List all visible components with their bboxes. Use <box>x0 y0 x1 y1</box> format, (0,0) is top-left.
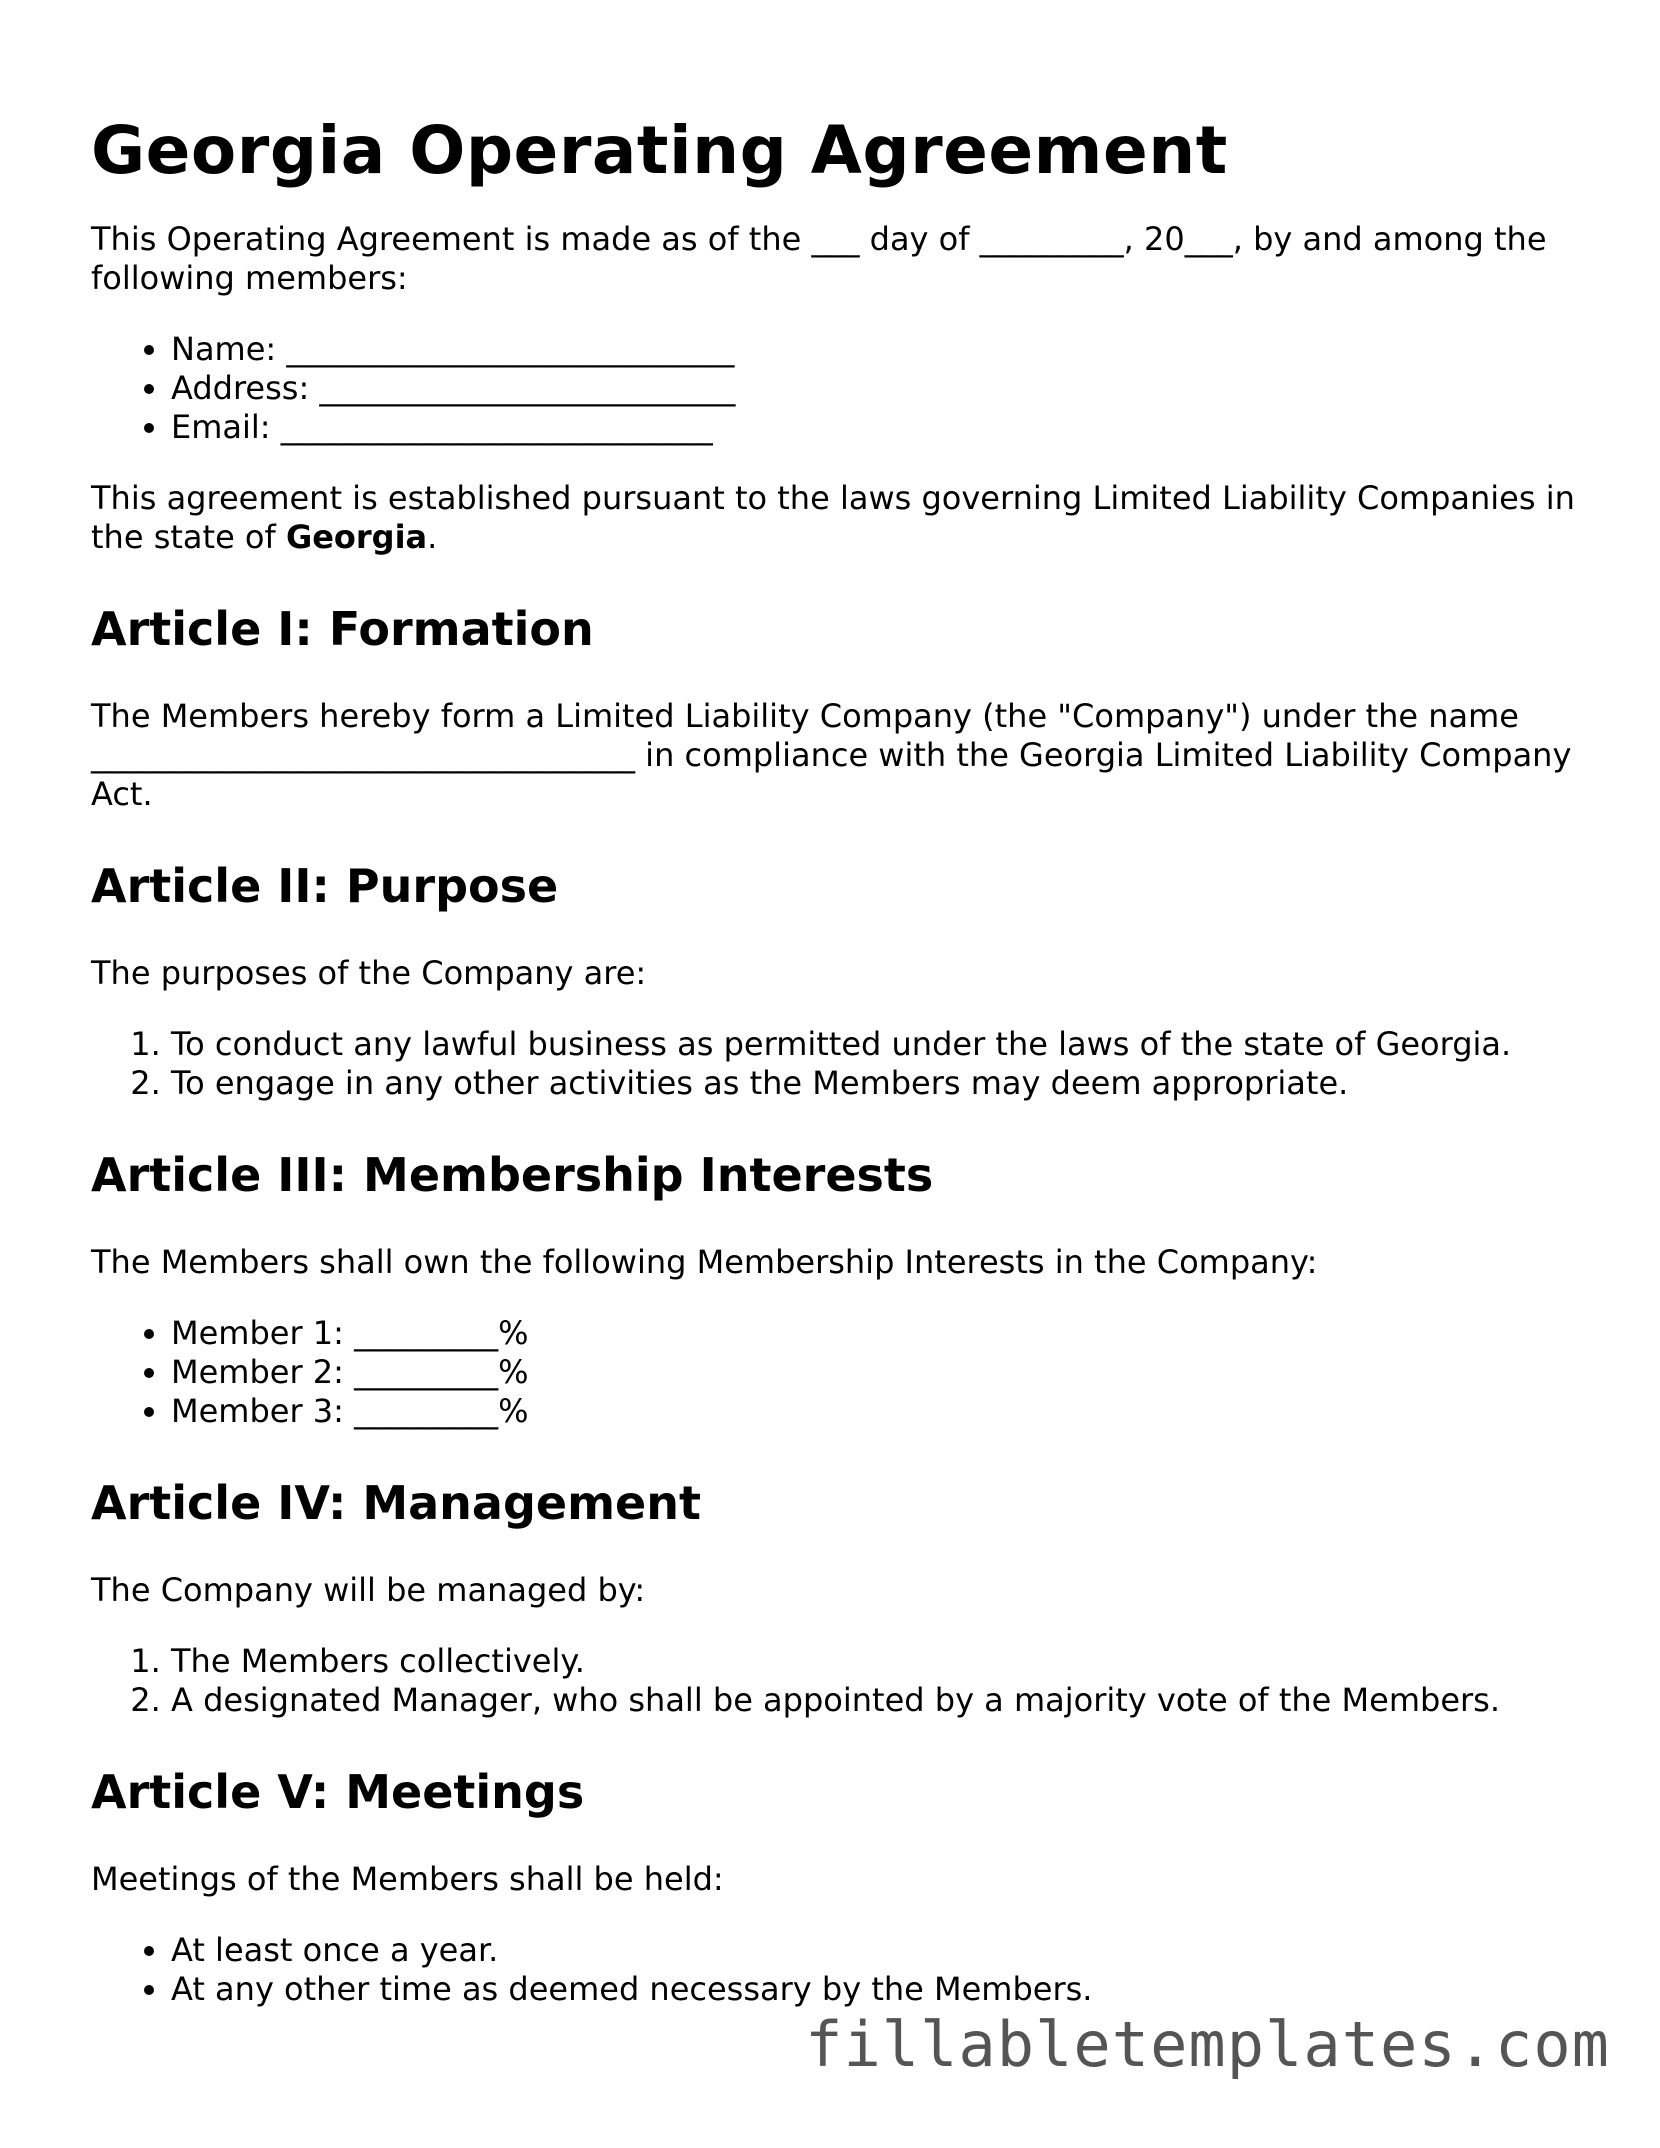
article-5-heading: Article V: Meetings <box>91 1765 585 1819</box>
governing-law-paragraph <box>91 479 1591 557</box>
member-1-interest: • Member 1: _________% <box>171 1314 1591 1353</box>
page-title: Georgia Operating Agreement <box>91 112 1228 189</box>
purpose-list <box>91 1025 1591 1103</box>
governing-law-text: This agreement is established pursuant to the laws governing Limited Liability Companies in the state of <box>91 479 1575 556</box>
article-3-heading: Article III: Membership Interests <box>91 1148 934 1202</box>
watermark: fillabletemplates.com <box>805 2008 1610 2081</box>
article-2-intro: The purposes of the Company are: <box>91 954 647 992</box>
member-2-interest: • Member 2: _________% <box>171 1353 1591 1392</box>
governing-state: Georgia <box>285 518 428 556</box>
intro-paragraph: This Operating Agreement is made as of the ___ day of _________, 20___, by and among the following members: <box>91 220 1547 297</box>
article-1-paragraph <box>91 697 1591 814</box>
member-fields-list <box>91 330 1591 447</box>
member-email-field: • Email: ___________________________ <box>171 408 1591 447</box>
management-item: 2. A designated Manager, who shall be appointed by a majority vote of the Members. <box>171 1681 1591 1720</box>
meeting-item: • At least once a year. <box>171 1931 1591 1970</box>
purpose-item: 1. To conduct any lawful business as permitted under the laws of the state of Georgia. <box>171 1025 1591 1064</box>
article-2-heading: Article II: Purpose <box>91 859 559 913</box>
article-1-text-a: The Members hereby form a Limited Liability Company (the "Company") under the name <box>91 697 1519 735</box>
article-5-intro: Meetings of the Members shall be held: <box>91 1860 724 1898</box>
company-name-blank: __________________________________ <box>91 736 635 774</box>
purpose-item: 2. To engage in any other activities as the Members may deem appropriate. <box>171 1064 1591 1103</box>
meetings-list <box>91 1931 1591 2009</box>
member-name-field: • Name: ____________________________ <box>171 330 1591 369</box>
membership-interests-list <box>91 1314 1591 1431</box>
article-4-intro: The Company will be managed by: <box>91 1571 646 1609</box>
management-list <box>91 1642 1591 1720</box>
document-page <box>91 110 1591 2041</box>
article-4-heading: Article IV: Management <box>91 1476 701 1530</box>
member-address-field: • Address: __________________________ <box>171 369 1591 408</box>
meeting-item: • At any other time as deemed necessary by the Members. <box>171 1970 1591 2009</box>
article-3-intro: The Members shall own the following Membership Interests in the Company: <box>91 1243 1318 1281</box>
management-item: 1. The Members collectively. <box>171 1642 1591 1681</box>
article-1-heading: Article I: Formation <box>91 602 594 656</box>
article-1-text-b: in compliance with the Georgia Limited Liability Company Act. <box>91 736 1572 813</box>
member-3-interest: • Member 3: _________% <box>171 1392 1591 1431</box>
governing-law-end: . <box>427 518 438 556</box>
